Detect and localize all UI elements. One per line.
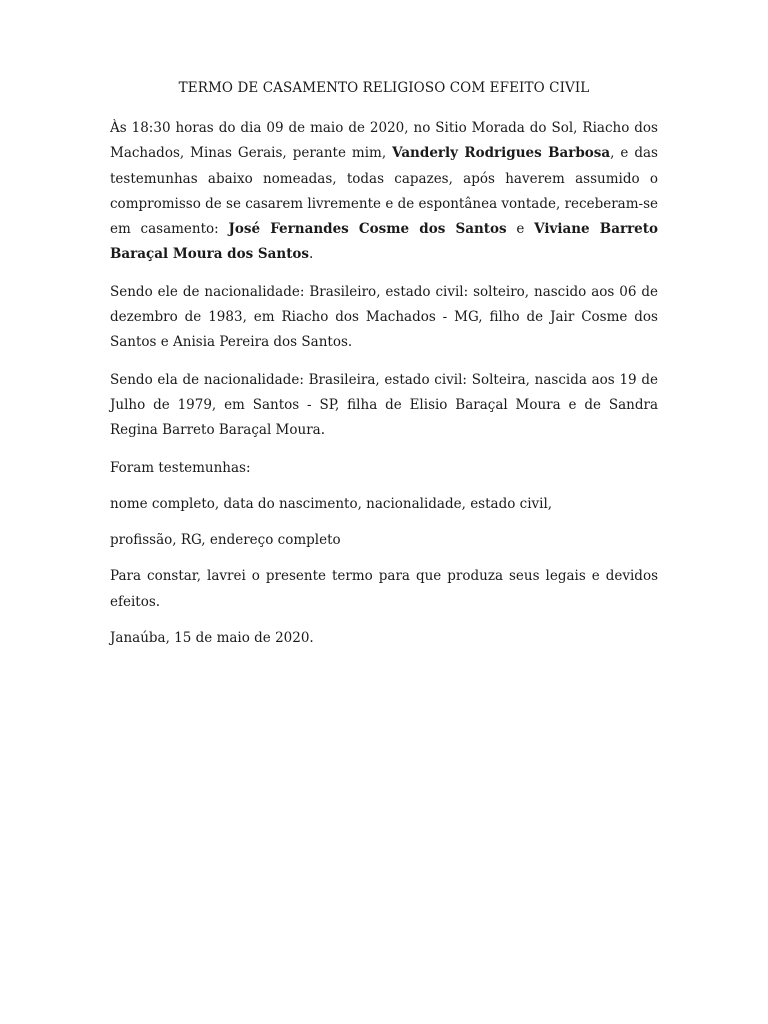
- bride-paragraph: Sendo ela de nacionalidade: Brasileira, estado civil: Solteira, nascida aos 19 de Julho de 1979, em Santos - SP, filha de Elisio Baraçal Moura e de Sandra Regina Barreto Baraçal Moura.: [110, 371, 658, 439]
- intro-connector: e: [506, 221, 535, 238]
- intro-text-part1: Às 18:30 horas do dia 09 de maio de 2020, no Sitio Morada do Sol, Riacho dos Machados, Minas Gerais, perante mim,: [110, 120, 658, 162]
- intro-end: .: [309, 246, 314, 263]
- witness-fields-line-1: nome completo, data do nascimento, nacionalidade, estado civil,: [110, 495, 553, 512]
- bride-name: Viviane Barreto Baraçal Moura dos Santos: [110, 221, 659, 263]
- intro-paragraph: [110, 116, 658, 268]
- witness-fields-line-2: profissão, RG, endereço completo: [110, 532, 341, 549]
- groom-name: José Fernandes Cosme dos Santos: [228, 221, 507, 238]
- groom-paragraph: Sendo ele de nacionalidade: Brasileiro, estado civil: solteiro, nascido aos 06 de dezembro de 1983, em Riacho dos Machados - MG, filho de Jair Cosme dos Santos e Anisia Pereira dos Santos.: [110, 283, 658, 351]
- document-title: TERMO DE CASAMENTO RELIGIOSO COM EFEITO CIVIL: [178, 80, 590, 96]
- witnesses-heading: Foram testemunhas:: [110, 459, 251, 476]
- closing-paragraph: Para constar, lavrei o presente termo para que produza seus legais e devidos efeitos.: [110, 568, 658, 610]
- place-date: Janaúba, 15 de maio de 2020.: [110, 630, 314, 647]
- officiant-name: Vanderly Rodrigues Barbosa: [392, 145, 611, 162]
- intro-text-part2: , e das testemunhas abaixo nomeadas, todas capazes, após haverem assumido o compromisso de se casarem livremente e de espontânea vontade, receberam-se em casamento:: [110, 145, 658, 238]
